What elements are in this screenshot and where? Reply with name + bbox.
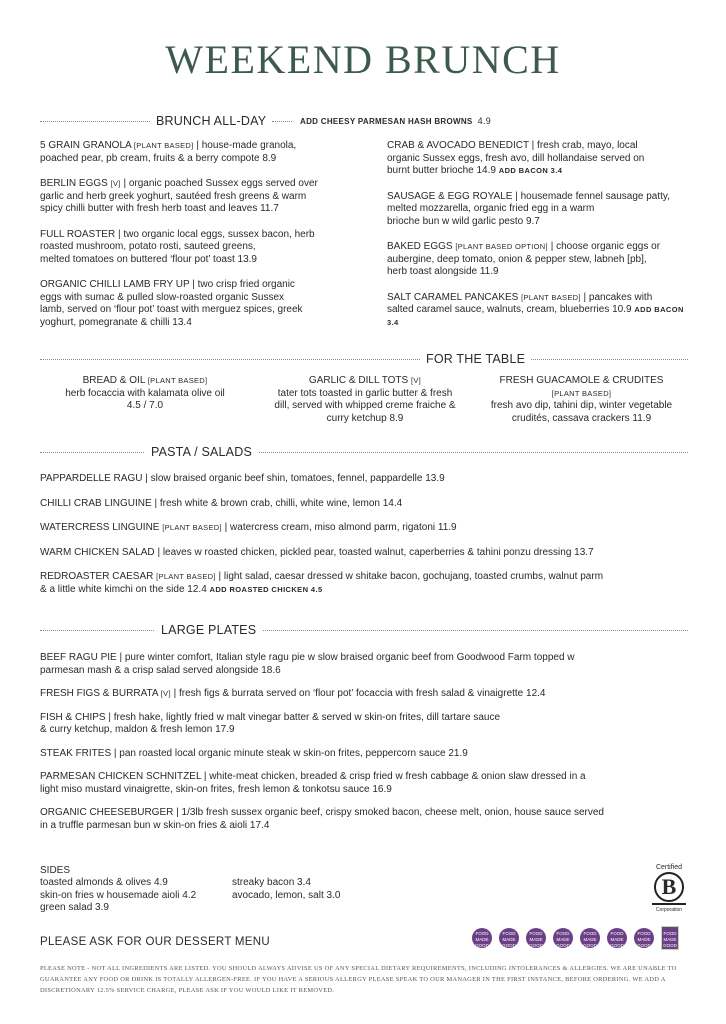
award-badge: FOOD MADE GOOD	[499, 928, 519, 948]
menu-item-name: SALT CARAMEL PANCAKES	[387, 291, 519, 303]
menu-item-line	[40, 522, 688, 535]
menu-item-addon: ADD BACON 3.4	[387, 305, 684, 327]
award-badge: FOOD MADE GOOD	[526, 928, 546, 948]
table-item-line: dill, served with whipped creme fraiche &	[274, 400, 456, 411]
menu-item-line	[40, 712, 688, 725]
award-badge: FOOD MADE GOOD	[553, 928, 573, 948]
menu-item-name: BERLIN EGGS	[40, 178, 108, 189]
menu-item-line	[40, 229, 370, 242]
table-item-head	[40, 375, 250, 388]
table-item-line: fresh avo dip, tahini dip, winter vegetable	[490, 400, 673, 411]
menu-item-tag: [V]	[110, 179, 121, 188]
menu-item-name: 5 GRAIN GRANOLA	[40, 140, 132, 151]
menu-item	[40, 712, 688, 737]
divider	[272, 121, 292, 122]
table-item-line: tater tots toasted in garlic butter & fresh	[277, 387, 453, 399]
brunch-right-column	[387, 140, 687, 342]
menu-item-name: PAPPARDELLE RAGU	[40, 473, 143, 484]
menu-item-desc: lamb, served on ‘flour pot’ toast with merguez spices, greek	[40, 304, 303, 315]
side-item: toasted almonds & olives 4.9	[40, 877, 168, 888]
menu-item-line	[40, 665, 688, 678]
menu-item-line	[40, 191, 370, 204]
menu-item-line	[40, 771, 688, 784]
menu-item-desc: | slow braised organic beef shin, tomatoes, fennel, pappardelle 13.9	[145, 473, 445, 484]
menu-item	[387, 292, 687, 330]
menu-item-tag: [PLANT BASED OPTION]	[455, 242, 548, 251]
divider	[40, 630, 688, 631]
menu-item-line	[40, 724, 688, 737]
brunch-addon	[300, 116, 491, 126]
menu-item-line	[40, 178, 370, 191]
bcorp-bottom: Corporation	[655, 907, 683, 913]
menu-item-desc: herb toast alongside 11.9	[387, 266, 499, 277]
menu-item-name: SAUSAGE & EGG ROYALE	[387, 190, 513, 202]
menu-item-desc: | light salad, caesar dressed w shitake bacon, gochujang, toasted crumbs, walnut parm	[218, 571, 604, 582]
menu-item-desc: | fresh figs & burrata served on ‘flour pot’ focaccia with fresh salad & vinaigrette 12.4	[173, 688, 546, 699]
menu-item-desc: | pure winter comfort, Italian style ragu pie w slow braised organic beef from Goodwood Farm topped w	[119, 652, 575, 663]
menu-item-desc: | white-meat chicken, breaded & crisp fried w fresh cabbage & onion slaw dressed in a	[203, 771, 586, 782]
section-heading-table: FOR THE TABLE	[420, 352, 531, 366]
menu-item-desc: in a truffle parmesan bun w skin-on fries & aioli 17.4	[40, 819, 270, 831]
menu-item-line	[387, 140, 687, 153]
menu-item-line	[40, 304, 370, 317]
menu-item-desc: organic Sussex eggs, fresh avo, dill hollandaise served on	[387, 152, 645, 164]
menu-item-line	[40, 140, 370, 153]
table-item-line: herb focaccia with kalamata olive oil	[65, 387, 225, 399]
menu-item-line	[387, 266, 687, 279]
sides-right	[232, 877, 340, 902]
menu-item-line	[387, 304, 687, 329]
menu-item-desc: burnt butter brioche 14.9	[387, 165, 496, 176]
menu-item-line	[40, 203, 370, 216]
allergy-notice	[40, 963, 688, 996]
menu-item-line	[40, 688, 688, 701]
menu-item-name: FISH & CHIPS	[40, 711, 106, 723]
menu-item-line	[40, 547, 688, 560]
menu-item-tag: [PLANT BASED]	[133, 141, 194, 150]
menu-item-desc: | house-made granola,	[196, 140, 297, 151]
menu-item-desc: melted tomatoes on buttered ‘flour pot’ toast 13.9	[40, 253, 257, 265]
menu-item-line	[40, 820, 688, 833]
menu-item-name: WARM CHICKEN SALAD	[40, 546, 155, 558]
side-item: green salad 3.9	[40, 902, 109, 913]
table-item-line: curry ketchup 8.9	[326, 412, 404, 424]
menu-item-desc: & a little white kimchi on the side 12.4	[40, 583, 207, 595]
brunch-addon-price: 4.9	[477, 116, 492, 126]
menu-item-desc: aubergine, deep tomato, onion & pepper stew, labneh [pb],	[387, 253, 647, 265]
table-item-tag: [V]	[411, 376, 422, 385]
menu-item-line	[40, 748, 688, 761]
menu-item-line	[387, 292, 687, 305]
menu-item	[387, 191, 687, 229]
menu-item-line	[40, 807, 688, 820]
menu-item-tag: [PLANT BASED]	[162, 523, 222, 532]
menu-item-line	[387, 165, 687, 178]
menu-item-name: FRESH FIGS & BURRATA	[40, 688, 158, 699]
menu-item-line	[387, 191, 687, 204]
menu-item-line	[40, 241, 370, 254]
menu-item-line	[40, 153, 370, 166]
section-heading-pasta: PASTA / SALADS	[145, 445, 258, 459]
menu-item-desc: poached pear, pb cream, fruits & a berry compote 8.9	[40, 152, 277, 164]
table-item-line: crudités, cassava crackers 11.9	[511, 412, 652, 424]
menu-item	[40, 771, 688, 796]
table-item-line: 4.5 / 7.0	[126, 400, 164, 411]
menu-item-desc: | housemade fennel sausage patty,	[515, 190, 670, 202]
side-item: streaky bacon 3.4	[232, 877, 311, 888]
menu-item-line	[387, 254, 687, 267]
menu-item-name: BEEF RAGU PIE	[40, 652, 117, 663]
menu-item-desc: roasted mushroom, potato rosti, sauteed greens,	[40, 241, 256, 252]
menu-item-desc: light miso mustard vinaigrette, skin-on frites, fresh lemon & tonkotsu sauce 16.9	[40, 783, 392, 795]
menu-item-name: STEAK FRITES	[40, 747, 112, 759]
award-badge: FOOD MADE GOOD	[661, 926, 679, 950]
menu-item-name: PARMESAN CHICKEN SCHNITZEL	[40, 771, 202, 782]
menu-item-desc: melted mozzarella, organic fried egg in a warm	[387, 203, 595, 214]
sides-left	[40, 877, 196, 915]
menu-item-desc: | organic poached Sussex eggs served over	[123, 178, 318, 189]
menu-item-desc: eggs with sumac & pulled slow-roasted organic Sussex	[40, 291, 285, 303]
award-badge: FOOD MADE GOOD	[472, 928, 492, 948]
menu-item-desc: yoghurt, pomegranate & chilli 13.4	[40, 316, 192, 328]
menu-item-name: FULL ROASTER	[40, 228, 116, 240]
menu-item-desc: | leaves w roasted chicken, pickled pear, toasted walnut, caperberries & tahini ponzu dressing 13.7	[157, 546, 594, 558]
sides-heading: SIDES	[40, 865, 71, 876]
bcorp-logo	[645, 864, 693, 913]
bcorp-top: Certified	[655, 864, 683, 871]
menu-item	[40, 547, 688, 560]
menu-item	[40, 279, 370, 329]
menu-item	[40, 229, 370, 267]
menu-item-line	[40, 292, 370, 305]
menu-item-line	[40, 254, 370, 267]
menu-item-line	[40, 279, 370, 292]
menu-item-desc: | 1/3lb fresh sussex organic beef, crispy smoked bacon, cheese melt, onion, house sauce served	[176, 807, 604, 818]
divider	[40, 121, 150, 122]
notice-line: PLEASE NOTE - NOT ALL INGREDIENTS ARE LISTED. YOU SHOULD ALWAYS ADVISE US OF ANY SPECIAL DIETARY REQUIREMENTS, INCLUDING INTOLERANCES & ALLERGIES. WE ARE UNABLE TO	[40, 965, 677, 972]
award-badge: FOOD MADE GOOD	[580, 928, 600, 948]
menu-item-desc: | two crisp fried organic	[192, 279, 295, 290]
menu-item	[387, 241, 687, 279]
menu-item-line	[40, 584, 688, 597]
menu-item-line	[387, 216, 687, 229]
menu-item-desc: brioche bun w wild garlic pesto 9.7	[387, 215, 540, 227]
divider	[40, 359, 688, 360]
brunch-left-column	[40, 140, 370, 342]
menu-item	[40, 571, 688, 596]
menu-item-line	[40, 498, 688, 511]
menu-item-desc: | fresh crab, mayo, local	[531, 140, 638, 151]
menu-item-line	[387, 203, 687, 216]
menu-item	[40, 178, 370, 216]
table-item-head	[475, 375, 688, 388]
table-item	[255, 375, 475, 425]
menu-item-desc: parmesan mash & a crisp salad served alongside 18.6	[40, 664, 281, 676]
large-items	[40, 652, 688, 843]
table-item	[40, 375, 250, 413]
section-heading-brunch: BRUNCH ALL-DAY	[150, 114, 272, 128]
notice-line: DISCRETIONARY 12.5% SERVICE CHARGE, PLEASE ASK IF YOU WOULD LIKE IT REMOVED.	[40, 987, 335, 994]
brunch-addon-label: ADD CHEESY PARMESAN HASH BROWNS	[300, 117, 473, 126]
menu-item-line	[387, 241, 687, 254]
dessert-note: PLEASE ASK FOR OUR DESSERT MENU	[40, 936, 270, 948]
menu-item-name: REDROASTER CAESAR	[40, 571, 154, 582]
menu-item	[40, 652, 688, 677]
menu-item	[40, 140, 370, 165]
menu-item	[40, 688, 688, 701]
menu-item-desc: & curry ketchup, maldon & fresh lemon 17.9	[40, 724, 235, 735]
menu-item-desc: | two organic local eggs, sussex bacon, herb	[117, 228, 315, 240]
menu-item-addon: ADD BACON 3.4	[498, 166, 563, 175]
menu-item	[40, 498, 688, 511]
menu-item	[40, 473, 688, 486]
award-badge: FOOD MADE GOOD	[634, 928, 654, 948]
menu-item-desc: | pan roasted local organic minute steak w skin-on frites, peppercorn sauce 21.9	[113, 747, 468, 759]
table-item-name: FRESH GUACAMOLE & CRUDITES	[499, 375, 664, 386]
menu-item-name: BAKED EGGS	[387, 241, 453, 252]
menu-item-name: CHILLI CRAB LINGUINE	[40, 497, 152, 509]
menu-item-name: ORGANIC CHILLI LAMB FRY UP	[40, 279, 190, 290]
menu-item-desc: spicy chilli butter with fresh herb toast and leaves 11.7	[40, 203, 279, 214]
menu-item	[387, 140, 687, 178]
menu-item-name: WATERCRESS LINGUINE	[40, 522, 160, 533]
table-item	[475, 375, 688, 425]
menu-item-line	[40, 784, 688, 797]
menu-item-line	[40, 652, 688, 665]
menu-item	[40, 748, 688, 761]
menu-item-line	[40, 571, 688, 584]
pasta-items	[40, 473, 688, 608]
menu-item-line	[387, 153, 687, 166]
table-item-tag: [PLANT BASED]	[551, 388, 612, 398]
table-item-name: GARLIC & DILL TOTS	[308, 375, 409, 386]
menu-item-desc: salted caramel sauce, walnuts, cream, blueberries 10.9	[387, 304, 632, 315]
menu-item-tag: [V]	[160, 689, 171, 698]
menu-item-desc: | choose organic eggs or	[550, 241, 661, 252]
side-item: avocado, lemon, salt 3.0	[232, 889, 341, 901]
menu-item-tag: [PLANT BASED]	[521, 292, 581, 302]
table-item-tag: [PLANT BASED]	[147, 376, 208, 385]
menu-item-name: ORGANIC CHEESEBURGER	[40, 807, 174, 818]
menu-item-addon: ADD ROASTED CHICKEN 4.5	[209, 584, 323, 594]
award-badge: FOOD MADE GOOD	[607, 928, 627, 948]
menu-item	[40, 522, 688, 535]
menu-item-desc: | watercress cream, miso almond parm, rigatoni 11.9	[224, 522, 457, 533]
award-badges	[472, 928, 687, 954]
menu-item-tag: [PLANT BASED]	[156, 572, 216, 581]
divider	[40, 452, 688, 453]
menu-item-desc: | fresh white & brown crab, chilli, white wine, lemon 14.4	[154, 497, 403, 509]
table-item-name: BREAD & OIL	[82, 375, 146, 386]
notice-line: GUARANTEE ANY FOOD OR DRINK IS TOTALLY ALLERGEN-FREE. IF YOU HAVE A SERIOUS ALLERGY PLEASE SPEAK TO OUR MANAGER IN THE FIRST INSTANCE, BEFORE ORDERING. WE ADD A	[40, 976, 666, 983]
menu-item	[40, 807, 688, 832]
section-heading-large: LARGE PLATES	[155, 623, 262, 637]
table-item-head	[255, 375, 475, 388]
menu-item-line	[40, 317, 370, 330]
menu-item-desc: garlic and herb greek yoghurt, sautéed fresh greens & warm	[40, 190, 307, 202]
side-item: skin-on fries w housemade aioli 4.2	[40, 889, 197, 901]
bcorp-letter: B	[654, 872, 684, 902]
menu-item-desc: | fresh hake, lightly fried w malt vinegar batter & served w skin-on frites, dill tartare sauce	[108, 711, 501, 723]
menu-title: WEEKEND BRUNCH	[165, 37, 561, 82]
menu-item-name: CRAB & AVOCADO BENEDICT	[387, 140, 529, 151]
menu-item-line	[40, 473, 688, 486]
menu-item-desc: | pancakes with	[583, 291, 653, 303]
